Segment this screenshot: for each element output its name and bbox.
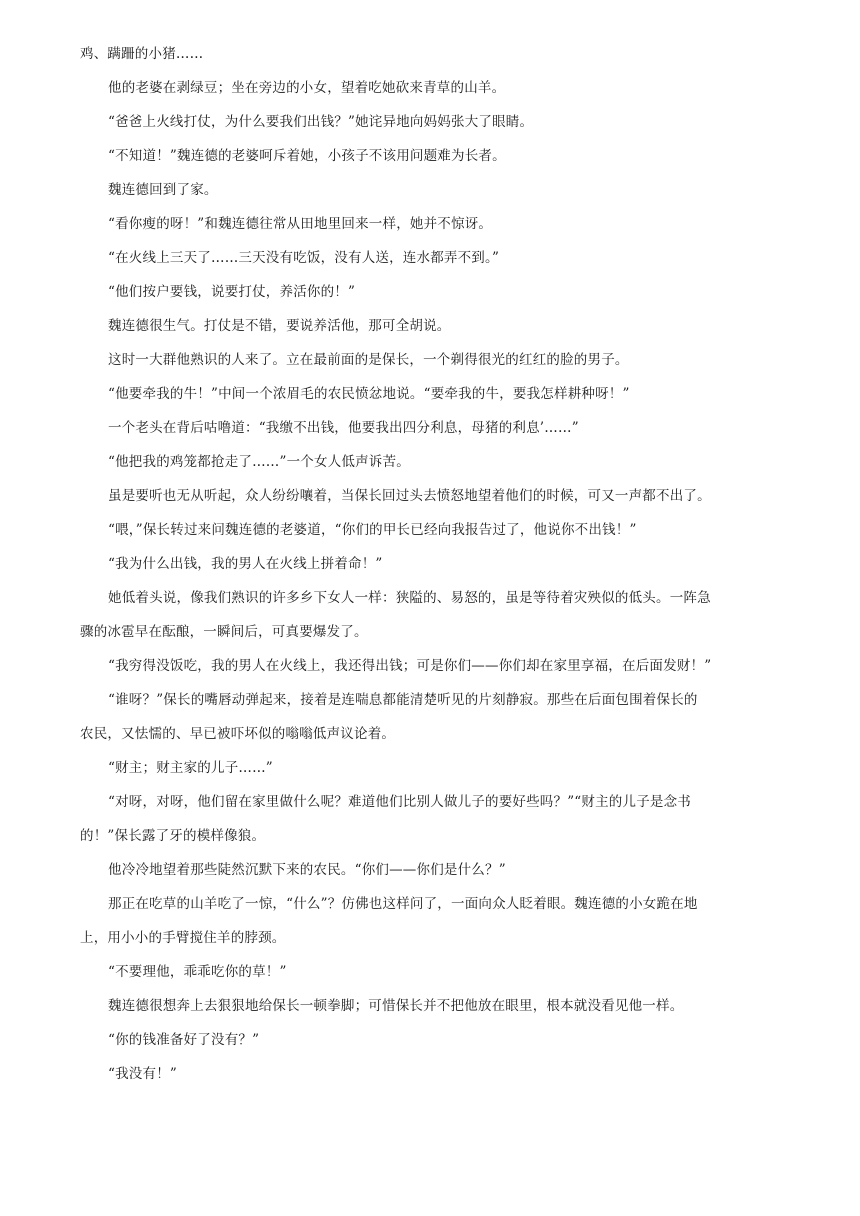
text-line: 魏连德回到了家。 [108, 182, 218, 198]
text-line: “喂，”保长转过来问魏连德的老婆道，“你们的甲长已经向我报告过了，他说你不出钱！” [108, 522, 637, 538]
text-line: “不要理他，乖乖吃你的草！” [108, 964, 287, 980]
text-line: 这时一大群他熟识的人来了。立在最前面的是保长，一个剃得很光的红红的脸的男子。 [108, 352, 629, 368]
text-line: “我穷得没饭吃，我的男人在火线上，我还得出钱；可是你们——你们却在家里享福，在后面发财！” [108, 658, 712, 674]
text-line: “他要牵我的牛！”中间一个浓眉毛的农民愤忿地说。“要牵我的牛，要我怎样耕种呀！” [108, 386, 630, 402]
text-line: 他冷冷地望着那些陡然沉默下来的农民。“你们——你们是什么？” [108, 862, 506, 878]
text-line: “你的钱准备好了没有？” [108, 1032, 260, 1048]
text-line: 的！”保长露了牙的模样像狼。 [80, 828, 266, 844]
text-line: “不知道！”魏连德的老婆呵斥着她，小孩子不该用问题难为长者。 [108, 148, 506, 164]
text-line: “谁呀？”保长的嘴唇动弹起来，接着是连喘息都能清楚听见的片刻静寂。那些在后面包围着保长的 [108, 692, 698, 708]
text-line: “爸爸上火线打仗，为什么要我们出钱？”她诧异地向妈妈张大了眼睛。 [108, 114, 534, 130]
text-line: 鸡、蹒跚的小猪…… [80, 46, 204, 62]
text-line: 他的老婆在剥绿豆；坐在旁边的小女，望着吃她砍来青草的山羊。 [108, 80, 506, 96]
text-line: 农民，又怯懦的、早已被吓坏似的嗡嗡低声议论着。 [80, 726, 396, 742]
text-line: 魏连德很想奔上去狠狠地给保长一顿拳脚；可惜保长并不把他放在眼里，根本就没看见他一样。 [108, 998, 684, 1014]
text-line: 那正在吃草的山羊吃了一惊，“什么”？仿佛也这样问了，一面向众人眨着眼。魏连德的小女跪在地 [108, 896, 698, 912]
text-line: 魏连德很生气。打仗是不错，要说养活他，那可全胡说。 [108, 318, 451, 334]
text-line: “我没有！” [108, 1066, 178, 1082]
text-line: “他们按户要钱，说要打仗，养活你的！” [108, 284, 356, 300]
text-line: “他把我的鸡笼都抢走了……”一个女人低声诉苦。 [108, 454, 410, 470]
text-line: “在火线上三天了……三天没有吃饭，没有人送，连水都弄不到。” [108, 250, 500, 266]
text-line: “财主；财主家的儿子……” [108, 760, 273, 776]
text-line: 上，用小小的手臂搅住羊的脖颈。 [80, 930, 286, 946]
text-line: 她低着头说，像我们熟识的许多乡下女人一样：狭隘的、易怒的，虽是等待着灾殃似的低头。一阵急 [108, 590, 711, 606]
text-line: “对呀，对呀，他们留在家里做什么呢？难道他们比别人做儿子的要好些吗？”“财主的儿子是念书 [108, 794, 692, 810]
text-line: 一个老头在背后咕噜道：“我缴不出钱，他要我出四分利息，母猪的利息’……” [108, 420, 579, 436]
text-line: 骤的冰雹早在酝酿，一瞬间后，可真要爆发了。 [80, 624, 368, 640]
text-line: “看你瘦的呀！”和魏连德往常从田地里回来一样，她并不惊讶。 [108, 216, 493, 232]
text-line: “我为什么出钱，我的男人在火线上拼着命！” [108, 556, 383, 572]
text-line: 虽是要听也无从听起，众人纷纷嚷着，当保长回过头去愤怒地望着他们的时候，可又一声都不出了。 [108, 488, 711, 504]
